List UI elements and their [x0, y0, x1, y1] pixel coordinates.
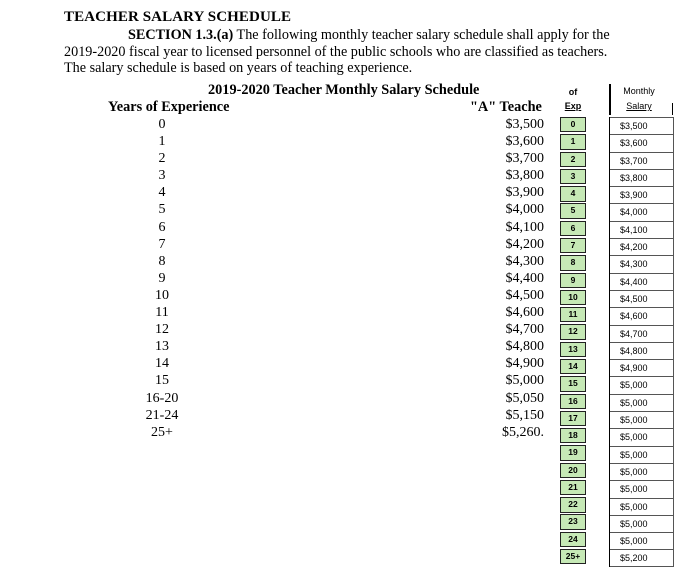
salary-cell: $4,700	[505, 322, 544, 338]
years-cell: 25+	[151, 424, 173, 440]
salary-cell: $5,000	[505, 373, 544, 389]
salary-cell: $4,800	[505, 339, 544, 355]
exp-cell: 2	[560, 152, 586, 167]
column-divider-tick	[672, 103, 673, 115]
exp-cell: 23	[560, 514, 586, 529]
exp-cell: 3	[560, 169, 586, 184]
exp-cell: 17	[560, 411, 586, 426]
salary-cell: $4,600	[505, 305, 544, 321]
years-cell: 13	[155, 339, 169, 355]
years-cell: 21-24	[145, 407, 179, 423]
exp-cell: 15	[560, 376, 586, 391]
monthly-salary-cell: $3,500	[610, 117, 674, 134]
paragraph-line-3: The salary schedule is based on years of teaching experience.	[64, 60, 413, 77]
salary-cell: $5,050	[505, 390, 544, 406]
salary-cell: $3,500	[505, 117, 544, 132]
monthly-salary-cell: $5,000	[610, 463, 674, 480]
exp-cell: 0	[560, 117, 586, 132]
exp-cell: 8	[560, 255, 586, 270]
years-cell: 11	[155, 305, 169, 321]
salary-table-title: 2019-2020 Teacher Monthly Salary Schedule	[208, 82, 480, 98]
monthly-salary-cell: $3,800	[610, 169, 674, 186]
exp-cell: 4	[560, 186, 586, 201]
monthly-salary-cell: $5,000	[610, 376, 674, 393]
monthly-salary-cell: $4,700	[610, 325, 674, 342]
monthly-salary-cell: $5,000	[610, 515, 674, 532]
monthly-salary-cell: $4,900	[610, 359, 674, 376]
monthly-salary-cell: $4,400	[610, 273, 674, 290]
salary-cell: $3,900	[505, 185, 544, 201]
exp-header-bottom: Exp	[564, 101, 582, 111]
monthly-salary-cell: $3,600	[610, 134, 674, 151]
salary-cell: $4,900	[505, 356, 544, 372]
exp-cell: 16	[560, 394, 586, 409]
monthly-salary-cell: $5,000	[610, 428, 674, 445]
monthly-salary-cell: $5,000	[610, 480, 674, 497]
years-cell: 9	[158, 270, 166, 286]
monthly-salary-cell: $3,900	[610, 186, 674, 203]
exp-cell: 12	[560, 324, 586, 339]
salary-cell: $4,500	[505, 287, 544, 303]
section-label: SECTION 1.3.(a)	[128, 27, 234, 43]
exp-cell: 10	[560, 290, 586, 305]
monthly-salary-cell: $3,700	[610, 152, 674, 169]
exp-cell: 1	[560, 134, 586, 149]
years-cell: 0	[158, 117, 166, 132]
exp-cell: 19	[560, 445, 586, 460]
years-cell: 2	[158, 151, 166, 167]
years-cell: 4	[158, 185, 166, 201]
years-column	[142, 116, 182, 441]
salary-cell: $4,000	[505, 202, 544, 218]
monthly-salary-cells-column	[609, 117, 674, 567]
salary-cell: $3,800	[505, 168, 544, 184]
years-cell: 15	[155, 373, 169, 389]
salary-cell: $4,400	[505, 270, 544, 286]
exp-cell: 6	[560, 221, 586, 236]
years-cell: 12	[155, 322, 169, 338]
years-cell: 5	[158, 202, 166, 218]
monthly-salary-cell: $5,000	[610, 394, 674, 411]
monthly-salary-cell: $4,300	[610, 255, 674, 272]
years-cell: 3	[158, 168, 166, 184]
monthly-salary-cell: $4,100	[610, 221, 674, 238]
monthly-salary-cell: $4,000	[610, 203, 674, 220]
monthly-salary-cell: $4,800	[610, 342, 674, 359]
years-cell: 7	[158, 236, 166, 252]
salary-cell: $5,150	[505, 407, 544, 423]
exp-cell: 13	[560, 342, 586, 357]
paragraph-line-1: The following monthly teacher salary schedule shall apply for the	[236, 27, 610, 43]
salary-cell: $3,600	[505, 134, 544, 150]
monthly-salary-cell: $5,200	[610, 549, 674, 566]
monthly-salary-cell: $4,500	[610, 290, 674, 307]
salary-cell: $3,700	[505, 151, 544, 167]
years-cell: 16-20	[145, 390, 179, 406]
salary-cell: $5,260.	[502, 424, 544, 440]
monthly-salary-cell: $5,000	[610, 498, 674, 515]
monthly-salary-header-top: Monthly	[623, 86, 655, 96]
exp-cell: 11	[560, 307, 586, 322]
exp-cell: 22	[560, 497, 586, 512]
monthly-salary-cell: $5,000	[610, 411, 674, 428]
column-divider	[609, 84, 611, 115]
monthly-salary-cell: $5,000	[610, 532, 674, 549]
exp-cell: 20	[560, 463, 586, 478]
monthly-salary-cell: $5,000	[610, 446, 674, 463]
salary-cell: $4,200	[505, 236, 544, 252]
years-cell: 14	[155, 356, 169, 372]
salary-cell: $4,100	[505, 219, 544, 235]
exp-cell: 14	[560, 359, 586, 374]
document-title: TEACHER SALARY SCHEDULE	[64, 9, 292, 25]
years-column-header: Years of Experience	[108, 99, 230, 115]
salary-cell: $4,300	[505, 253, 544, 269]
salary-column-header: "A" Teache	[470, 99, 542, 115]
years-cell: 8	[158, 253, 166, 269]
salary-column	[470, 116, 544, 441]
years-cell: 10	[155, 287, 169, 303]
exp-cell: 25+	[560, 549, 586, 564]
section-paragraph	[64, 27, 674, 77]
paragraph-line-2: 2019-2020 fiscal year to licensed personnel of the public schools who are classified as teachers.	[64, 43, 608, 60]
exp-cell: 21	[560, 480, 586, 495]
exp-cell: 18	[560, 428, 586, 443]
monthly-salary-cell: $4,600	[610, 307, 674, 324]
years-cell: 6	[158, 219, 166, 235]
exp-cell: 9	[560, 273, 586, 288]
exp-header-top: of	[568, 87, 578, 97]
monthly-salary-header-bottom: Salary	[626, 101, 652, 111]
years-cell: 1	[158, 134, 166, 150]
exp-cell: 7	[560, 238, 586, 253]
exp-cell: 24	[560, 532, 586, 547]
monthly-salary-cell: $4,200	[610, 238, 674, 255]
exp-cell: 5	[560, 203, 586, 218]
exp-cells-column	[560, 117, 586, 566]
